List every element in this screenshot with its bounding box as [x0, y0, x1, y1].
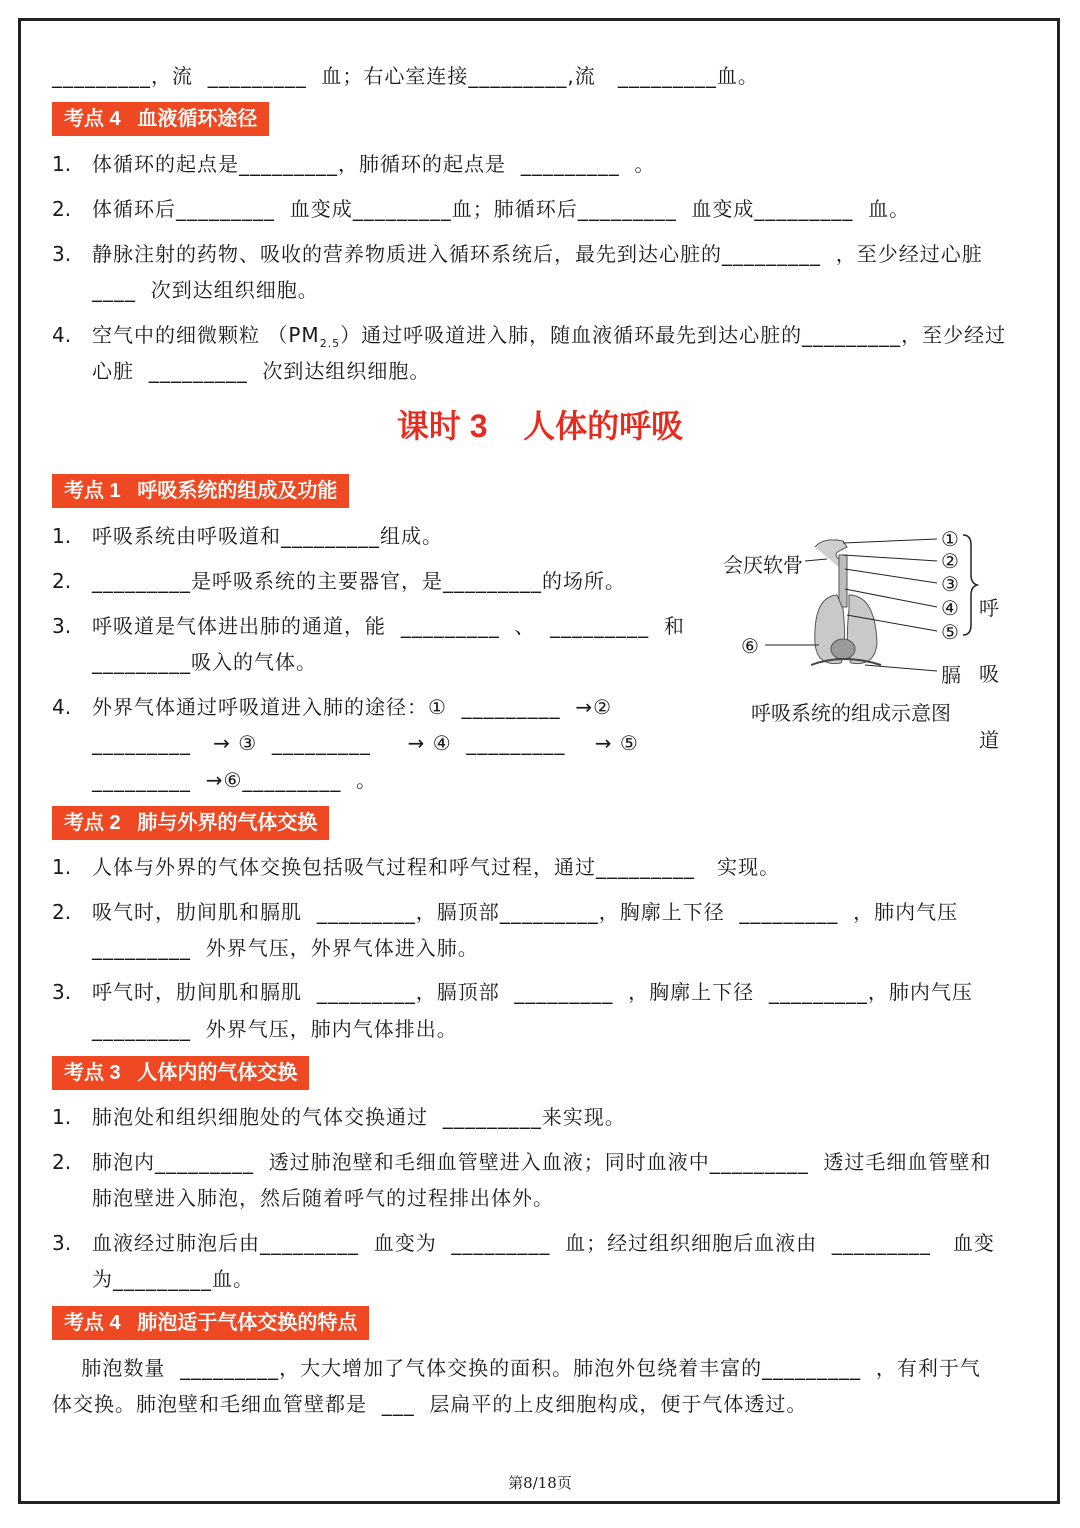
- resp-tract-char-1: 呼: [979, 596, 999, 620]
- r3-item2-line2: 肺泡壁进入肺泡，然后随着呼气的过程排出体外。: [92, 1186, 554, 1210]
- r2-item1-text: 人体与外界的气体交换包括吸气过程和呼气过程，通过_________ 实现。: [92, 855, 781, 879]
- marker-4: ④: [941, 596, 959, 620]
- r1-item1-text: 呼吸系统由呼吸道和_________组成。: [92, 524, 443, 548]
- resp-section2-header: 考点 2 肺与外界的气体交换: [52, 806, 329, 840]
- s4-item2-num: 2.: [52, 197, 72, 221]
- marker-2: ②: [941, 549, 959, 573]
- r2-item2-line1: 吸气时，肋间肌和膈肌 _________，膈顶部_________，胸廓上下径 _________ ，肺内气压: [92, 900, 959, 924]
- r3-item1-num: 1.: [52, 1105, 72, 1129]
- resp-tract-label: [979, 553, 1004, 795]
- section4-header: 考点 4 血液循环途径: [52, 102, 269, 136]
- r4-line2: 体交换。肺泡壁和毛细血管壁都是 ___ 层扁平的上皮细胞构成，便于气体透过。: [52, 1392, 808, 1416]
- resp-tract-char-2: 吸: [979, 662, 999, 686]
- s4-item4-pre: 空气中的细微颗粒 （PM: [92, 323, 320, 347]
- r2-item3-line1: 呼气时，肋间肌和膈肌 _________，膈顶部 _________ ，胸廓上下径 _________，肺内气压: [92, 980, 973, 1004]
- r1-item2-text: _________是呼吸系统的主要器官，是_________的场所。: [92, 569, 626, 593]
- r1-item4-line2: _________ → ③ _________ → ④ _________ → ⑤: [92, 731, 639, 755]
- r1-item3-num: 3.: [52, 614, 72, 638]
- r1-item1-num: 1.: [52, 524, 72, 548]
- r3-item3-num: 3.: [52, 1231, 72, 1255]
- respiratory-figure: [715, 525, 1035, 752]
- r2-item2-line2: _________ 外界气压，外界气体进入肺。: [92, 936, 479, 960]
- s4-item2-text: 体循环后_________ 血变成_________血；肺循环后_________ 血变成_________ 血。: [92, 197, 911, 221]
- s4-item3-line2: ____ 次到达组织细胞。: [92, 278, 319, 302]
- s4-item1-text: 体循环的起点是_________，肺循环的起点是 _________ 。: [92, 152, 656, 176]
- r1-item3-line2: _________吸入的气体。: [92, 650, 317, 674]
- s4-item4-line1: [92, 321, 1006, 358]
- resp-section3-header: 考点 3 人体内的气体交换: [52, 1056, 309, 1090]
- s4-item1-num: 1.: [52, 152, 72, 176]
- epiglottis-label: 会厌软骨: [723, 553, 803, 577]
- top-line: _________，流 _________ 血；右心室连接_________,流 _________血。: [52, 64, 759, 88]
- r3-item3-line1: 血液经过肺泡后由_________ 血变为 _________ 血；经过组织细胞后血液由 _________ 血变: [92, 1231, 995, 1255]
- r3-item1-text: 肺泡处和组织细胞处的气体交换通过 _________来实现。: [92, 1105, 626, 1129]
- pm-subscript: 2.5: [319, 337, 341, 350]
- diaphragm-label: 膈: [941, 663, 961, 687]
- page-number: 第8/18页: [508, 1474, 572, 1492]
- marker-5: ⑤: [941, 620, 959, 644]
- lesson-title: 课时 3 人体的呼吸: [396, 408, 684, 444]
- resp-section4-header: 考点 4 肺泡适于气体交换的特点: [52, 1306, 369, 1340]
- resp-tract-char-3: 道: [979, 728, 999, 752]
- s4-item3-line1: 静脉注射的药物、吸收的营养物质进入循环系统后，最先到达心脏的_________ ，至少经过心脏: [92, 242, 983, 266]
- r3-item2-num: 2.: [52, 1150, 72, 1174]
- r1-item4-num: 4.: [52, 695, 72, 719]
- s4-item4-line2: 心脏 _________ 次到达组织细胞。: [92, 359, 431, 383]
- r2-item3-num: 3.: [52, 980, 72, 1004]
- r4-line1: 肺泡数量 _________，大大增加了气体交换的面积。肺泡外包绕着丰富的_________ ，有利于气: [52, 1356, 981, 1380]
- r1-item4-line3: _________ →⑥_________ 。: [92, 768, 378, 792]
- marker-6: ⑥: [741, 634, 759, 658]
- r1-item3-line1: 呼吸道是气体进出肺的通道，能 _________ 、 _________ 和: [92, 614, 685, 638]
- r1-item2-num: 2.: [52, 569, 72, 593]
- r2-item2-num: 2.: [52, 900, 72, 924]
- r2-item1-num: 1.: [52, 855, 72, 879]
- marker-3: ③: [941, 572, 959, 596]
- resp-section1-header: 考点 1 呼吸系统的组成及功能: [52, 474, 349, 508]
- s4-item4-post: ）通过呼吸道进入肺，随血液循环最先到达心脏的_________，至少经过: [340, 323, 1007, 347]
- s4-item3-num: 3.: [52, 242, 72, 266]
- r2-item3-line2: _________ 外界气压，肺内气体排出。: [92, 1017, 458, 1041]
- marker-1: ①: [941, 527, 959, 551]
- s4-item4-num: 4.: [52, 323, 72, 347]
- r1-item4-line1: 外界气体通过呼吸道进入肺的途径：① _________ →②: [92, 695, 613, 719]
- r3-item3-line2: 为_________血。: [92, 1267, 254, 1291]
- figure-caption: 呼吸系统的组成示意图: [751, 701, 951, 725]
- r3-item2-line1: 肺泡内_________ 透过肺泡壁和毛细血管壁进入血液；同时血液中_________ 透过毛细血管壁和: [92, 1150, 992, 1174]
